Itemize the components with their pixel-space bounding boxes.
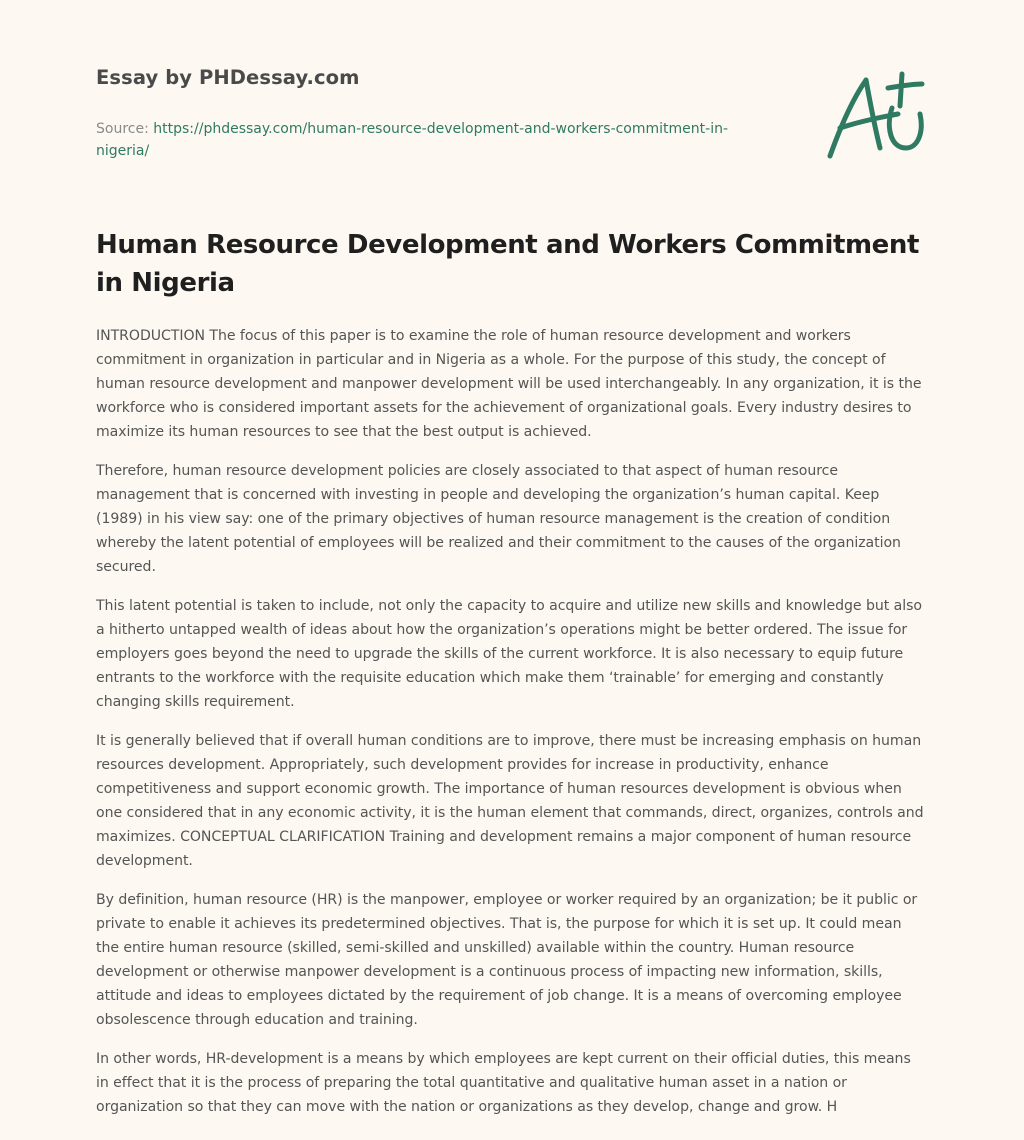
site-brand: Essay by PHDessay.com <box>96 66 360 89</box>
document-header <box>96 66 796 162</box>
essay-title: Human Resource Development and Workers Commitment in Nigeria <box>96 230 920 298</box>
source-label: Source: <box>96 121 149 137</box>
essay-paragraph: Therefore, human resource development policies are closely associated to that aspect of human resource management that is concerned with investing in people and developing the organization’s human capital. Keep (1989) in his view say: one of the primary objectives of human resource management is the creation of condition whereby the latent potential of employees will be realized and their commitment to the causes of the organization secured. <box>96 463 901 575</box>
essay-paragraph: INTRODUCTION The focus of this paper is to examine the role of human resource development and workers commitment in organization in particular and in Nigeria as a whole. For the purpose of this study, the concept of human resource development and manpower development will be used interchangeably. In any organization, it is the workforce who is considered important assets for the achievement of organizational goals. Every industry desires to maximize its human resources to see that the best output is achieved. <box>96 328 922 440</box>
essay-paragraph: This latent potential is taken to include, not only the capacity to acquire and utilize new skills and knowledge but also a hitherto untapped wealth of ideas about how the organization’s operations might be better ordered. The issue for employers goes beyond the need to upgrade the skills of the current workforce. It is also necessary to equip future entrants to the workforce with the requisite education which make them ‘trainable’ for emerging and constantly changing skills requirement. <box>96 598 922 710</box>
essay-paragraph: In other words, HR-development is a means by which employees are kept current on their official duties, this means in effect that it is the process of preparing the total quantitative and qualitative human asset in a nation or organization so that they can move with the nation or organizations as they develop, change and grow. H <box>96 1051 911 1115</box>
a-plus-grade-icon <box>818 66 936 166</box>
essay-paragraph: It is generally believed that if overall human conditions are to improve, there must be increasing emphasis on human resources development. Appropriately, such development provides for increase in productivity, enhance competitiveness and support economic growth. The importance of human resources development is obvious when one considered that in any economic activity, it is the human element that commands, direct, organizes, controls and maximizes. CONCEPTUAL CLARIFICATION Training and development remains a major component of human resource development. <box>96 733 924 869</box>
source-link[interactable]: https://phdessay.com/human-resource-development-and-workers-commitment-in-nigeria/ <box>96 121 729 159</box>
source-line <box>96 118 756 162</box>
essay-body <box>96 324 926 1134</box>
essay-paragraph: By definition, human resource (HR) is the manpower, employee or worker required by an organization; be it public or private to enable it achieves its predetermined objectives. That is, the purpose for which it is set up. It could mean the entire human resource (skilled, semi-skilled and unskilled) available within the country. Human resource development or otherwise manpower development is a continuous process of impacting new information, skills, attitude and ideas to employees dictated by the requirement of job change. It is a means of overcoming employee obsolescence through education and training. <box>96 892 918 1028</box>
